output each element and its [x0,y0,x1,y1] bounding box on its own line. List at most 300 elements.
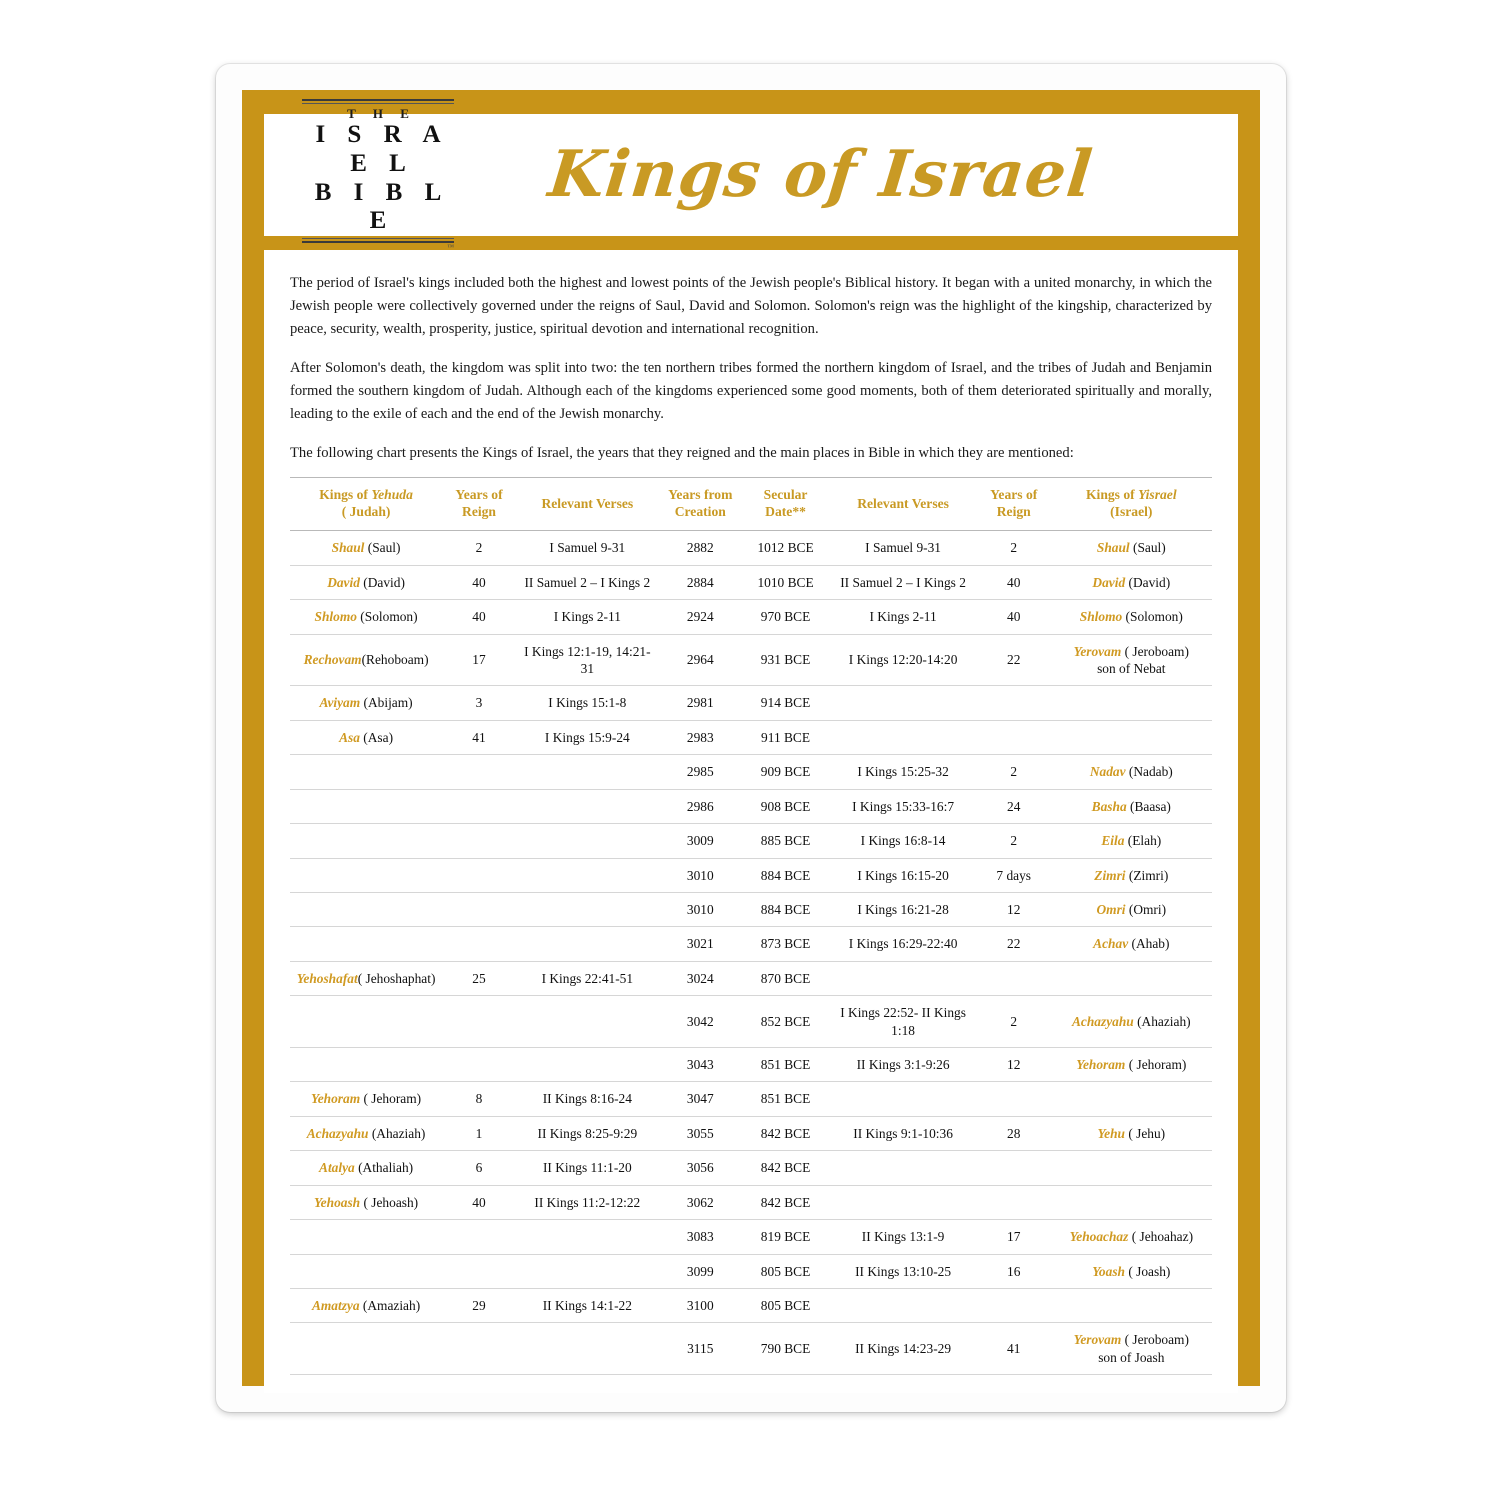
king-name-english: ( Jeroboam) [1121,1332,1189,1348]
cell-israel-years: 40 [977,600,1051,634]
king-name-hebrew: Yehoash [313,1194,361,1210]
cell-israel-years: 2 [977,996,1051,1048]
cell-israel-verses [829,1289,977,1323]
cell-secular-date: 870 BCE [742,961,830,995]
cell-judah-verses [516,755,659,789]
table-row [290,1116,1212,1150]
cell-judah-years: 17 [442,634,516,686]
column-header-6 [977,478,1051,531]
cell-judah-king [290,565,442,599]
king-name-hebrew: Yehu [1097,1125,1125,1141]
cell-judah-verses [516,824,659,858]
king-name-english: (Ahaziah) [1133,1013,1191,1029]
table-row [290,1185,1212,1219]
cell-israel-verses: I Kings 16:8-14 [829,824,977,858]
cell-israel-years: 41 [977,1323,1051,1375]
table-row [290,531,1212,565]
cell-judah-years: 40 [442,1185,516,1219]
king-name-english: ( Jehoash) [360,1194,419,1210]
column-header-2 [516,478,659,531]
cell-judah-years [442,1220,516,1254]
cell-israel-king [1051,600,1212,634]
table-row [290,1220,1212,1254]
cell-israel-king [1051,1289,1212,1323]
king-name-patronymic: son of Nebat [1097,660,1166,676]
cell-israel-king [1051,1323,1212,1375]
cell-years-from-creation: 2983 [659,720,742,754]
cell-israel-verses: I Kings 16:15-20 [829,858,977,892]
cell-israel-years: 2 [977,531,1051,565]
cell-israel-king [1051,961,1212,995]
table-row [290,789,1212,823]
king-name-hebrew: David [327,574,360,590]
cell-secular-date: 970 BCE [742,600,830,634]
table-row [290,892,1212,926]
cell-israel-king [1051,1220,1212,1254]
king-name-english: ( Jeroboam) [1121,643,1189,659]
cell-judah-years [442,892,516,926]
king-name-hebrew: Asa [339,729,360,745]
cell-israel-verses [829,961,977,995]
cell-israel-verses [829,1151,977,1185]
king-name-english: (Omri) [1125,901,1167,917]
cell-years-from-creation: 3024 [659,961,742,995]
intro-paragraph-2: After Solomon's death, the kingdom was split into two: the ten northern tribes formed the northern kingdom of Israel, and the tribes of Judah and Benjamin formed the southern kingdom of Judah. Although each of the kingdoms experienced some good moments, both of them deteriorated spiritually and morally, leading to the exile of each and the end of the Jewish monarchy. [290,360,1212,423]
king-name-hebrew: Eila [1101,833,1125,849]
cell-judah-verses [516,892,659,926]
cell-judah-verses [516,789,659,823]
cell-judah-verses [516,927,659,961]
column-header-1 [442,478,516,531]
cell-secular-date: 842 BCE [742,1185,830,1219]
cell-israel-king [1051,996,1212,1048]
king-name-hebrew: Achazyahu [1071,1013,1134,1029]
cell-judah-king [290,755,442,789]
intro-paragraph-3: The following chart presents the Kings of Israel, the years that they reigned and the main places in Bible in which they are mentioned: [290,445,1074,462]
king-name-hebrew: Shlomo [1079,609,1123,625]
kings-table [290,477,1212,1375]
cell-judah-years [442,1323,516,1375]
header-text-line2: Reign [462,504,496,520]
cell-years-from-creation: 2986 [659,789,742,823]
cell-judah-verses: I Kings 12:1-19, 14:21-31 [516,634,659,686]
king-name-hebrew: Nadav [1089,764,1126,780]
cell-israel-years [977,720,1051,754]
cell-israel-verses: I Kings 2-11 [829,600,977,634]
header-text: Relevant Verses [857,495,949,511]
king-name-hebrew: Yehoram [1076,1057,1126,1073]
cell-judah-verses [516,996,659,1048]
king-name-english: (Amaziah) [359,1298,421,1313]
cell-israel-verses: II Kings 9:1-10:36 [829,1116,977,1150]
cell-judah-verses [516,1323,659,1375]
table-row [290,600,1212,634]
cell-judah-verses: II Kings 11:2-12:22 [516,1185,659,1219]
table-row [290,1289,1212,1323]
king-name-hebrew: Yehoshafat [296,970,358,986]
cell-israel-years: 22 [977,634,1051,686]
cell-judah-verses [516,1254,659,1288]
cell-judah-king [290,686,442,720]
king-name-hebrew: Shaul [331,540,365,556]
cell-judah-years [442,824,516,858]
cell-judah-king [290,1048,442,1082]
cell-judah-king [290,858,442,892]
table-row [290,927,1212,961]
cell-israel-king [1051,789,1212,823]
cell-years-from-creation: 3100 [659,1289,742,1323]
cell-judah-verses [516,1048,659,1082]
cell-judah-years: 2 [442,531,516,565]
cell-judah-king [290,892,442,926]
header-text-line2: (Israel) [1110,504,1153,520]
cell-israel-years [977,961,1051,995]
cell-israel-verses: II Kings 14:23-29 [829,1323,977,1375]
king-name-patronymic: son of Joash [1098,1349,1165,1365]
table-row [290,996,1212,1048]
cell-judah-years [442,1048,516,1082]
cell-israel-verses [829,686,977,720]
cell-secular-date: 842 BCE [742,1151,830,1185]
cell-israel-years [977,1289,1051,1323]
cell-years-from-creation: 3009 [659,824,742,858]
cell-judah-years: 25 [442,961,516,995]
cell-israel-years: 22 [977,927,1051,961]
cell-judah-verses: II Samuel 2 – I Kings 2 [516,565,659,599]
king-name-english: (David) [359,574,405,590]
table-row [290,1254,1212,1288]
cell-judah-verses [516,858,659,892]
cell-judah-king [290,996,442,1048]
cell-israel-verses: I Kings 22:52- II Kings 1:18 [829,996,977,1048]
cell-years-from-creation: 2884 [659,565,742,599]
cell-israel-years: 12 [977,1048,1051,1082]
cell-israel-years: 40 [977,565,1051,599]
cell-israel-years [977,686,1051,720]
cell-israel-verses [829,720,977,754]
cell-judah-verses: I Kings 2-11 [516,600,659,634]
cell-judah-years [442,927,516,961]
cell-israel-verses: II Kings 13:10-25 [829,1254,977,1288]
cell-secular-date: 805 BCE [742,1289,830,1323]
document-body [264,250,1238,1393]
cell-secular-date: 884 BCE [742,892,830,926]
king-name-hebrew: Rechovam [303,652,362,668]
cell-years-from-creation: 3055 [659,1116,742,1150]
cell-years-from-creation: 3021 [659,927,742,961]
cell-israel-king [1051,1082,1212,1116]
cell-israel-king [1051,1116,1212,1150]
cell-secular-date: 908 BCE [742,789,830,823]
page-title: Kings of Israel [545,137,1097,212]
table-row [290,686,1212,720]
cell-judah-years: 40 [442,565,516,599]
king-name-english: (Solomon) [1122,609,1183,625]
cell-israel-verses: II Samuel 2 – I Kings 2 [829,565,977,599]
header-text-line2: Reign [996,504,1031,520]
cell-israel-verses: I Kings 12:20-14:20 [829,634,977,686]
title-container [462,137,1220,212]
cell-israel-years: 17 [977,1220,1051,1254]
cell-judah-king [290,1254,442,1288]
cell-israel-years: 24 [977,789,1051,823]
cell-secular-date: 819 BCE [742,1220,830,1254]
cell-judah-king [290,789,442,823]
king-name-english: (Asa) [359,729,394,745]
cell-judah-years: 1 [442,1116,516,1150]
table-row [290,634,1212,686]
column-header-4 [742,478,830,531]
king-name-hebrew: Shaul [1096,540,1130,556]
king-name-hebrew: Amatzya [311,1298,360,1313]
cell-years-from-creation: 3056 [659,1151,742,1185]
cell-years-from-creation: 3099 [659,1254,742,1288]
cell-years-from-creation: 3043 [659,1048,742,1082]
cell-judah-years: 8 [442,1082,516,1116]
cell-israel-verses: I Kings 15:33-16:7 [829,789,977,823]
israel-bible-logo [282,99,462,251]
cell-years-from-creation: 3010 [659,858,742,892]
table-row [290,858,1212,892]
cell-secular-date: 1012 BCE [742,531,830,565]
cell-years-from-creation: 3115 [659,1323,742,1375]
cell-secular-date: 885 BCE [742,824,830,858]
header-text: Kings of [1085,487,1139,503]
cell-israel-years: 16 [977,1254,1051,1288]
cell-israel-years: 12 [977,892,1051,926]
king-name-hebrew: Basha [1091,798,1127,814]
table-row [290,755,1212,789]
king-name-english: (Nadab) [1125,764,1173,780]
cell-secular-date: 1010 BCE [742,565,830,599]
cell-secular-date: 873 BCE [742,927,830,961]
cell-years-from-creation: 2985 [659,755,742,789]
king-name-hebrew: Yehoachaz [1069,1229,1129,1245]
king-name-english: ( Jehoram) [1125,1057,1187,1073]
cell-israel-years [977,1185,1051,1219]
king-name-hebrew: Atalya [319,1160,355,1176]
cell-secular-date: 851 BCE [742,1082,830,1116]
header-text: Relevant Verses [541,495,634,511]
cell-judah-years: 40 [442,600,516,634]
king-name-english: (Ahaziah) [368,1125,426,1141]
cell-israel-years [977,1151,1051,1185]
cell-israel-king [1051,565,1212,599]
cell-israel-years: 7 days [977,858,1051,892]
king-name-hebrew: Yerovam [1073,1332,1122,1348]
cell-judah-years [442,858,516,892]
king-name-english: ( Jehoahaz) [1128,1229,1194,1245]
column-header-5 [829,478,977,531]
cell-israel-king [1051,927,1212,961]
cell-judah-king [290,927,442,961]
logo-top-rule [302,99,454,101]
king-name-english: (Athaliah) [354,1160,414,1176]
intro-paragraph-1: The period of Israel's kings included both the highest and lowest points of the Jewish people's Biblical history. It began with a united monarchy, in which the Jewish people were collectively governed under the reigns of Saul, David and Solomon. Solomon's reign was the highlight of the kingship, characterized by peace, security, wealth, prosperity, justice, spiritual devotion and international recognition. [290,275,1212,338]
cell-years-from-creation: 2882 [659,531,742,565]
cell-years-from-creation: 3047 [659,1082,742,1116]
cell-judah-king [290,1151,442,1185]
cell-israel-king [1051,892,1212,926]
cell-judah-verses: II Kings 8:25-9:29 [516,1116,659,1150]
cell-israel-verses: I Samuel 9-31 [829,531,977,565]
header-text: Years of [990,487,1038,503]
king-name-hebrew: Omri [1096,901,1126,917]
header-text: Years of [455,487,503,503]
king-name-hebrew: Zimri [1094,867,1126,883]
king-name-english: (Saul) [1129,540,1166,556]
column-header-0 [290,478,442,531]
king-name-hebrew: Shlomo [314,609,357,625]
king-name-english: ( Jehu) [1124,1125,1166,1141]
cell-judah-king [290,1082,442,1116]
cell-judah-years: 41 [442,720,516,754]
king-name-hebrew: Achav [1093,936,1129,952]
cell-judah-king [290,634,442,686]
header-text-line2: Creation [674,504,726,520]
cell-judah-verses: I Kings 15:9-24 [516,720,659,754]
cell-secular-date: 842 BCE [742,1116,830,1150]
cell-israel-king [1051,720,1212,754]
cell-israel-years: 28 [977,1116,1051,1150]
cell-judah-king [290,1220,442,1254]
cell-israel-king [1051,634,1212,686]
cell-judah-years: 3 [442,686,516,720]
cell-secular-date: 911 BCE [742,720,830,754]
king-name-english: (Ahab) [1128,936,1170,952]
king-name-english: ( Jehoshaphat) [357,970,436,986]
king-name-english: (Zimri) [1125,867,1169,883]
table-header-row [290,478,1212,531]
cell-israel-verses [829,1185,977,1219]
header-text: Secular [763,487,808,503]
logo-line-israel: I S R A E L [315,121,449,177]
cell-secular-date: 914 BCE [742,686,830,720]
table-row [290,1048,1212,1082]
cell-israel-king [1051,824,1212,858]
cell-judah-years [442,996,516,1048]
cell-years-from-creation: 2964 [659,634,742,686]
cell-years-from-creation: 3042 [659,996,742,1048]
cell-judah-verses: I Kings 22:41-51 [516,961,659,995]
cell-israel-king [1051,1254,1212,1288]
cell-judah-verses: II Kings 8:16-24 [516,1082,659,1116]
cell-judah-verses: II Kings 11:1-20 [516,1151,659,1185]
cell-israel-king [1051,755,1212,789]
cell-years-from-creation: 2981 [659,686,742,720]
king-name-english: (Elah) [1124,833,1162,849]
cell-judah-years: 6 [442,1151,516,1185]
table-row [290,1323,1212,1375]
cell-judah-years: 29 [442,1289,516,1323]
cell-judah-king [290,1116,442,1150]
logo-bottom-rule-thin [302,238,454,239]
king-name-hebrew: David [1092,574,1126,590]
cell-judah-years [442,755,516,789]
cell-judah-king [290,1323,442,1375]
cell-judah-verses: I Samuel 9-31 [516,531,659,565]
cell-israel-verses: I Kings 16:21-28 [829,892,977,926]
cell-judah-king [290,1289,442,1323]
cell-secular-date: 909 BCE [742,755,830,789]
king-name-english: (David) [1125,574,1171,590]
column-header-3 [659,478,742,531]
document-sheet [216,64,1286,1412]
king-name-english: ( Jehoram) [360,1091,422,1107]
header-text: Years from [668,487,733,503]
logo-line-bible: B I B L E [314,178,450,235]
cell-secular-date: 851 BCE [742,1048,830,1082]
table-body [290,531,1212,1375]
cell-judah-verses: II Kings 14:1-22 [516,1289,659,1323]
logo-bottom-rule [302,241,454,243]
cell-years-from-creation: 3062 [659,1185,742,1219]
cell-israel-verses [829,1082,977,1116]
king-name-hebrew: Yoash [1092,1263,1125,1279]
trademark-symbol: ™ [447,243,454,252]
cell-secular-date: 931 BCE [742,634,830,686]
cell-judah-king [290,600,442,634]
cell-judah-verses [516,1220,659,1254]
cell-israel-king [1051,531,1212,565]
table-row [290,824,1212,858]
king-name-hebrew: Achazyahu [306,1125,369,1141]
cell-israel-years: 2 [977,755,1051,789]
cell-israel-verses: II Kings 13:1-9 [829,1220,977,1254]
table-row [290,565,1212,599]
cell-years-from-creation: 3083 [659,1220,742,1254]
gold-border-frame [242,90,1260,1386]
table-row [290,961,1212,995]
king-name-english: (Abijam) [360,695,413,711]
king-name-english: (Saul) [364,540,401,556]
cell-judah-king [290,720,442,754]
header-hebrew-term: Yisrael [1138,487,1177,503]
cell-israel-king [1051,1048,1212,1082]
cell-israel-verses: I Kings 16:29-22:40 [829,927,977,961]
cell-israel-king [1051,858,1212,892]
cell-judah-years [442,789,516,823]
cell-years-from-creation: 3010 [659,892,742,926]
header-hebrew-term: Yehuda [371,487,413,503]
king-name-hebrew: Yerovam [1073,643,1122,659]
king-name-hebrew: Yehoram [311,1091,361,1107]
cell-years-from-creation: 2924 [659,600,742,634]
column-header-7 [1051,478,1212,531]
cell-israel-verses: I Kings 15:25-32 [829,755,977,789]
king-name-hebrew: Aviyam [319,695,361,711]
cell-judah-king [290,531,442,565]
cell-judah-verses: I Kings 15:1-8 [516,686,659,720]
cell-secular-date: 852 BCE [742,996,830,1048]
cell-secular-date: 790 BCE [742,1323,830,1375]
cell-judah-king [290,1185,442,1219]
table-row [290,1082,1212,1116]
king-name-english: (Solomon) [356,609,418,625]
logo-line-the: T H E [347,105,416,121]
cell-judah-king [290,824,442,858]
header-text-line2: Date** [765,504,806,520]
cell-israel-king [1051,1185,1212,1219]
cell-israel-king [1051,686,1212,720]
cell-israel-years: 2 [977,824,1051,858]
cell-israel-king [1051,1151,1212,1185]
cell-secular-date: 805 BCE [742,1254,830,1288]
king-name-english: ( Joash) [1124,1263,1171,1279]
header-text-line2: ( Judah) [341,504,391,520]
table-row [290,1151,1212,1185]
cell-israel-verses: II Kings 3:1-9:26 [829,1048,977,1082]
